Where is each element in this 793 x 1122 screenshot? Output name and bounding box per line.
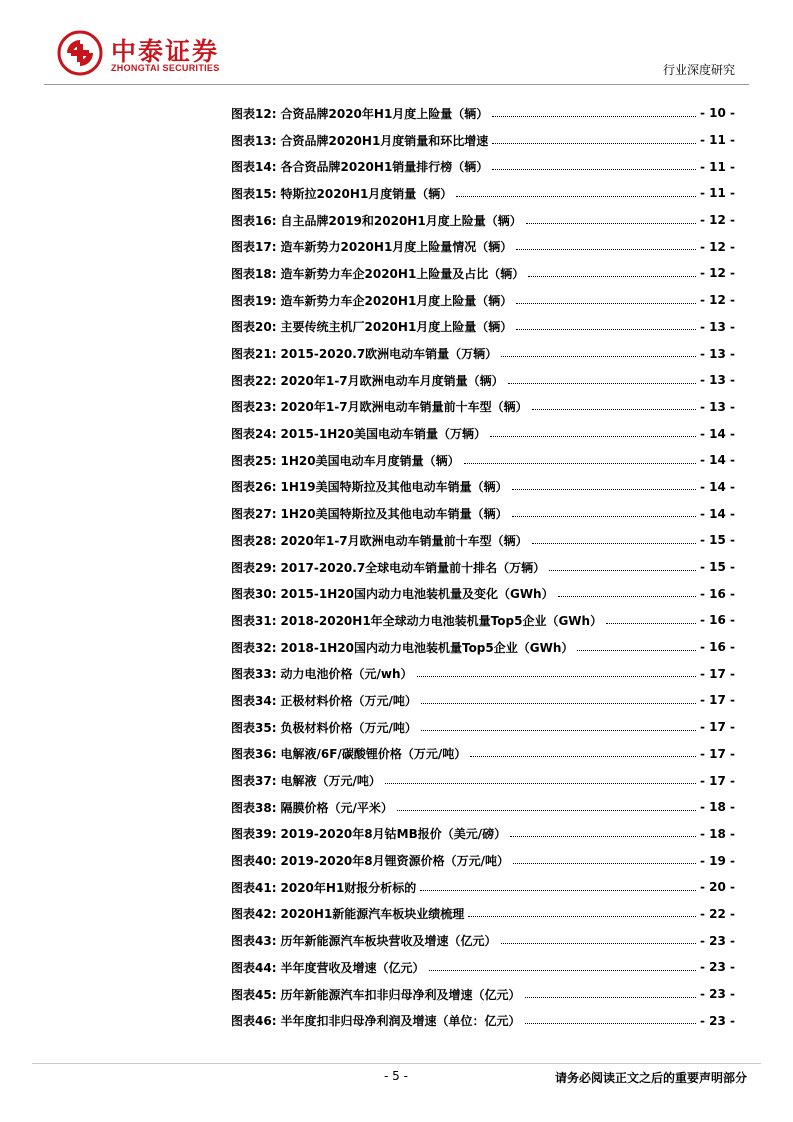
toc-entry-label: 图表21: xyxy=(231,347,277,362)
toc-entry[interactable] xyxy=(231,660,735,687)
toc-leader-dots xyxy=(508,383,696,384)
toc-leader-dots xyxy=(464,463,696,464)
toc-entry[interactable] xyxy=(231,981,735,1008)
toc-entry-label: 图表27: xyxy=(231,507,277,522)
toc-entry-title: 2018-2020H1年全球动力电池装机量Top5企业（GWh） xyxy=(280,613,603,628)
toc-entry-title: 合资品牌2020H1月度销量和环比增速 xyxy=(280,133,489,148)
toc-entry-label: 图表45: xyxy=(231,987,277,1002)
toc-entry-title: 历年新能源汽车扣非归母净利及增速（亿元） xyxy=(280,987,521,1002)
toc-entry[interactable] xyxy=(231,500,735,527)
company-logo xyxy=(57,30,237,78)
toc-entry-title: 2015-1H20国内动力电池装机量及变化（GWh） xyxy=(280,587,554,602)
toc-entry-title: 电解液（万元/吨） xyxy=(280,774,381,789)
toc-entry[interactable] xyxy=(231,207,735,234)
toc-entry[interactable] xyxy=(231,100,735,127)
toc-leader-dots xyxy=(558,596,696,597)
toc-leader-dots xyxy=(525,1023,696,1024)
toc-leader-dots xyxy=(385,783,696,784)
toc-leader-dots xyxy=(420,890,696,891)
toc-entry-page: - 14 - xyxy=(699,479,735,494)
toc-entry-label: 图表26: xyxy=(231,480,277,495)
toc-entry-page: - 17 - xyxy=(699,746,735,761)
toc-leader-dots xyxy=(397,810,696,811)
toc-leader-dots xyxy=(532,409,696,410)
toc-entry-title: 1H19美国特斯拉及其他电动车销量（辆） xyxy=(280,480,508,495)
toc-entry-page: - 10 - xyxy=(699,106,735,121)
toc-entry-label: 图表18: xyxy=(231,266,277,281)
toc-entry-page: - 18 - xyxy=(699,800,735,815)
toc-leader-dots xyxy=(492,116,696,117)
toc-entry[interactable] xyxy=(231,794,735,821)
footer-divider xyxy=(32,1063,761,1064)
toc-entry-title: 2020H1新能源汽车板块业绩梳理 xyxy=(280,907,465,922)
logo-chinese-text: 中泰证券 xyxy=(111,37,220,66)
toc-leader-dots xyxy=(501,356,696,357)
toc-entry-title: 1H20美国电动车月度销量（辆） xyxy=(280,453,460,468)
toc-entry-label: 图表40: xyxy=(231,854,277,869)
toc-entry-label: 图表30: xyxy=(231,587,277,602)
toc-leader-dots xyxy=(501,943,696,944)
toc-entry[interactable] xyxy=(231,634,735,661)
toc-entry-page: - 17 - xyxy=(699,773,735,788)
toc-entry[interactable] xyxy=(231,1007,735,1034)
toc-entry[interactable] xyxy=(231,233,735,260)
toc-entry-page: - 14 - xyxy=(699,506,735,521)
toc-entry-title: 造车新势力2020H1月度上险量情况（辆） xyxy=(280,240,513,255)
toc-entry-title: 隔膜价格（元/平米） xyxy=(280,800,393,815)
toc-entry-page: - 23 - xyxy=(699,987,735,1002)
toc-entry-label: 图表38: xyxy=(231,800,277,815)
table-of-figures xyxy=(231,100,735,1034)
toc-entry-title: 主要传统主机厂2020H1月度上险量（辆） xyxy=(280,320,513,335)
toc-entry[interactable] xyxy=(231,714,735,741)
toc-entry[interactable] xyxy=(231,554,735,581)
toc-entry-page: - 18 - xyxy=(699,826,735,841)
toc-entry-title: 2020年1-7月欧洲电动车销量前十车型（辆） xyxy=(280,400,528,415)
toc-entry-page: - 15 - xyxy=(699,533,735,548)
logo-english-text: ZHONGTAI SECURITIES xyxy=(111,63,220,73)
toc-entry-title: 负极材料价格（万元/吨） xyxy=(280,720,417,735)
toc-entry-label: 图表35: xyxy=(231,720,277,735)
toc-entry-page: - 23 - xyxy=(699,960,735,975)
toc-entry-title: 动力电池价格（元/wh） xyxy=(280,667,413,682)
page-number: - 5 - xyxy=(384,1069,408,1083)
toc-entry-page: - 23 - xyxy=(699,1013,735,1028)
toc-leader-dots xyxy=(490,436,696,437)
toc-entry-page: - 13 - xyxy=(699,399,735,414)
toc-entry[interactable] xyxy=(231,847,735,874)
toc-leader-dots xyxy=(532,543,696,544)
toc-entry-page: - 20 - xyxy=(699,880,735,895)
toc-entry[interactable] xyxy=(231,874,735,901)
toc-entry-title: 2020年H1财报分析标的 xyxy=(280,880,417,895)
toc-entry-label: 图表12: xyxy=(231,106,277,121)
toc-entry[interactable] xyxy=(231,127,735,154)
toc-entry-page: - 17 - xyxy=(699,693,735,708)
toc-entry-label: 图表42: xyxy=(231,907,277,922)
toc-entry-title: 2018-1H20国内动力电池装机量Top5企业（GWh） xyxy=(280,640,574,655)
toc-leader-dots xyxy=(470,756,696,757)
toc-entry-page: - 16 - xyxy=(699,613,735,628)
toc-entry[interactable] xyxy=(231,260,735,287)
toc-entry-page: - 13 - xyxy=(699,346,735,361)
toc-entry-label: 图表36: xyxy=(231,747,277,762)
toc-leader-dots xyxy=(492,143,696,144)
report-type-title: 行业深度研究 xyxy=(662,63,735,77)
toc-entry-title: 自主品牌2019和2020H1月度上险量（辆） xyxy=(280,213,522,228)
toc-entry-page: - 23 - xyxy=(699,933,735,948)
toc-entry[interactable] xyxy=(231,741,735,768)
zhongtai-logo-icon xyxy=(57,30,103,76)
toc-entry-page: - 11 - xyxy=(699,159,735,174)
toc-leader-dots xyxy=(492,169,696,170)
toc-entry[interactable] xyxy=(231,340,735,367)
toc-entry[interactable] xyxy=(231,927,735,954)
toc-entry[interactable] xyxy=(231,153,735,180)
toc-entry-page: - 19 - xyxy=(699,853,735,868)
toc-entry-label: 图表33: xyxy=(231,667,277,682)
toc-entry-title: 2019-2020年8月锂资源价格（万元/吨） xyxy=(280,854,510,869)
toc-entry-label: 图表28: xyxy=(231,533,277,548)
toc-entry-title: 各合资品牌2020H1销量排行榜（辆） xyxy=(280,160,489,175)
toc-leader-dots xyxy=(429,970,696,971)
toc-entry[interactable] xyxy=(231,580,735,607)
toc-entry-page: - 11 - xyxy=(699,133,735,148)
toc-entry-label: 图表16: xyxy=(231,213,277,228)
toc-entry[interactable] xyxy=(231,180,735,207)
toc-entry[interactable] xyxy=(231,767,735,794)
toc-entry-page: - 16 - xyxy=(699,586,735,601)
toc-entry[interactable] xyxy=(231,287,735,314)
toc-entry-title: 2019-2020年8月钴MB报价（美元/磅） xyxy=(280,827,507,842)
toc-leader-dots xyxy=(525,997,696,998)
toc-entry-label: 图表39: xyxy=(231,827,277,842)
toc-entry-page: - 14 - xyxy=(699,426,735,441)
toc-leader-dots xyxy=(468,916,696,917)
toc-entry-title: 历年新能源汽车板块营收及增速（亿元） xyxy=(280,934,497,949)
toc-entry-title: 2017-2020.7全球电动车销量前十排名（万辆） xyxy=(280,560,546,575)
toc-leader-dots xyxy=(516,303,696,304)
toc-leader-dots xyxy=(528,276,696,277)
toc-entry-page: - 22 - xyxy=(699,906,735,921)
toc-entry-label: 图表31: xyxy=(231,613,277,628)
toc-leader-dots xyxy=(516,249,696,250)
toc-entry-page: - 17 - xyxy=(699,720,735,735)
toc-entry-page: - 15 - xyxy=(699,560,735,575)
toc-entry-label: 图表34: xyxy=(231,693,277,708)
toc-entry[interactable] xyxy=(231,527,735,554)
toc-entry-title: 半年度扣非归母净利润及增速（单位：亿元） xyxy=(280,1014,521,1029)
toc-entry[interactable] xyxy=(231,687,735,714)
toc-entry-label: 图表46: xyxy=(231,1014,277,1029)
toc-leader-dots xyxy=(512,489,696,490)
toc-entry-label: 图表32: xyxy=(231,640,277,655)
toc-entry-label: 图表44: xyxy=(231,960,277,975)
toc-entry-page: - 17 - xyxy=(699,666,735,681)
toc-leader-dots xyxy=(549,570,696,571)
toc-entry-label: 图表25: xyxy=(231,453,277,468)
toc-entry-page: - 11 - xyxy=(699,186,735,201)
toc-entry-page: - 13 - xyxy=(699,319,735,334)
toc-entry-label: 图表43: xyxy=(231,934,277,949)
toc-entry-label: 图表37: xyxy=(231,774,277,789)
toc-entry-page: - 16 - xyxy=(699,640,735,655)
toc-entry-title: 特斯拉2020H1月度销量（辆） xyxy=(280,186,453,201)
toc-entry-title: 2015-2020.7欧洲电动车销量（万辆） xyxy=(280,347,498,362)
toc-entry[interactable] xyxy=(231,901,735,928)
toc-entry-page: - 14 - xyxy=(699,453,735,468)
toc-leader-dots xyxy=(526,223,696,224)
toc-entry-label: 图表20: xyxy=(231,320,277,335)
toc-entry-label: 图表24: xyxy=(231,427,277,442)
header-divider xyxy=(44,84,749,85)
toc-entry[interactable] xyxy=(231,420,735,447)
toc-entry-page: - 13 - xyxy=(699,373,735,388)
toc-entry[interactable] xyxy=(231,447,735,474)
toc-leader-dots xyxy=(417,676,696,677)
toc-entry[interactable] xyxy=(231,394,735,421)
toc-leader-dots xyxy=(513,863,696,864)
toc-entry[interactable] xyxy=(231,314,735,341)
toc-entry-page: - 12 - xyxy=(699,213,735,228)
page-header xyxy=(0,0,793,90)
toc-entry-label: 图表15: xyxy=(231,186,277,201)
toc-entry[interactable] xyxy=(231,954,735,981)
toc-leader-dots xyxy=(456,196,696,197)
toc-entry[interactable] xyxy=(231,607,735,634)
toc-entry-title: 2020年1-7月欧洲电动车销量前十车型（辆） xyxy=(280,533,528,548)
toc-leader-dots xyxy=(606,623,696,624)
toc-leader-dots xyxy=(510,836,696,837)
toc-entry-label: 图表19: xyxy=(231,293,277,308)
toc-leader-dots xyxy=(421,730,696,731)
toc-entry-label: 图表23: xyxy=(231,400,277,415)
toc-entry-title: 正极材料价格（万元/吨） xyxy=(280,693,417,708)
toc-entry-label: 图表41: xyxy=(231,880,277,895)
toc-leader-dots xyxy=(512,516,696,517)
toc-entry-title: 造车新势力车企2020H1上险量及占比（辆） xyxy=(280,266,525,281)
toc-entry-title: 1H20美国特斯拉及其他电动车销量（辆） xyxy=(280,507,508,522)
toc-entry[interactable] xyxy=(231,821,735,848)
toc-entry-label: 图表17: xyxy=(231,240,277,255)
toc-leader-dots xyxy=(421,703,696,704)
toc-entry-page: - 12 - xyxy=(699,239,735,254)
toc-entry-page: - 12 - xyxy=(699,266,735,281)
toc-entry[interactable] xyxy=(231,474,735,501)
toc-entry-title: 2020年1-7月欧洲电动车月度销量（辆） xyxy=(280,373,504,388)
toc-entry-label: 图表14: xyxy=(231,160,277,175)
toc-leader-dots xyxy=(577,650,696,651)
toc-entry-title: 电解液/6F/碳酸锂价格（万元/吨） xyxy=(280,747,467,762)
toc-entry-title: 合资品牌2020年H1月度上险量（辆） xyxy=(280,106,489,121)
toc-entry-title: 2015-1H20美国电动车销量（万辆） xyxy=(280,427,486,442)
toc-entry[interactable] xyxy=(231,367,735,394)
footer-disclaimer: 请务必阅读正文之后的重要声明部分 xyxy=(554,1071,747,1085)
toc-entry-title: 造车新势力车企2020H1月度上险量（辆） xyxy=(280,293,513,308)
toc-entry-label: 图表13: xyxy=(231,133,277,148)
toc-entry-title: 半年度营收及增速（亿元） xyxy=(280,960,425,975)
toc-entry-label: 图表29: xyxy=(231,560,277,575)
toc-entry-page: - 12 - xyxy=(699,293,735,308)
toc-leader-dots xyxy=(516,329,696,330)
toc-entry-label: 图表22: xyxy=(231,373,277,388)
